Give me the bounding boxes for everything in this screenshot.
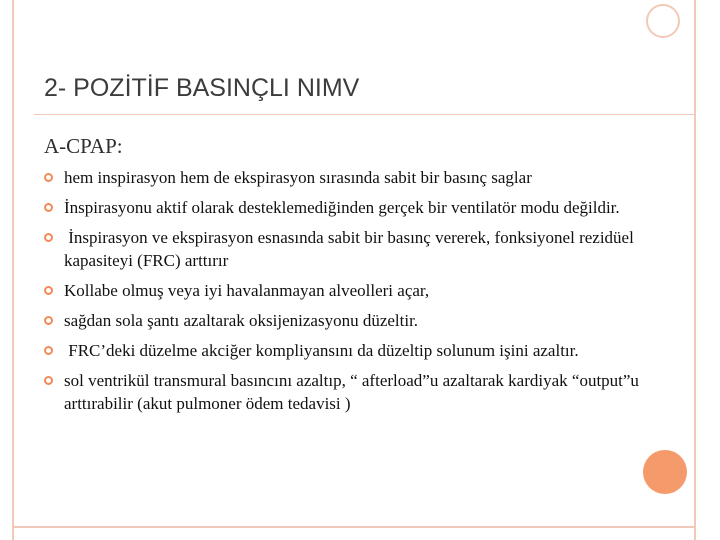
bullet-item [44,369,644,415]
bullet-circle-icon [44,286,53,295]
title-divider [34,114,694,115]
bullet-circle-icon [44,173,53,182]
bullet-item [44,226,644,272]
bullet-circle-icon [44,316,53,325]
bullet-text: sol ventrikül transmural basıncını azaltıp, “ afterload”u azaltarak kardiyak “output”u arttırabilir (akut pulmoner ödem tedavisi ) [64,371,644,413]
bullet-text: Kollabe olmuş veya iyi havalanmayan alveolleri açar, [64,281,430,300]
bullet-text: sağdan sola şantı azaltarak oksijenizasyonu düzeltir. [64,311,419,330]
bullet-circle-icon [44,203,53,212]
slide-title: 2- POZİTİF BASINÇLI NIMV [44,74,360,102]
decorative-circle-outline [646,4,680,38]
bullet-text: İnspirasyon ve ekspirasyon esnasında sabit bir basınç vererek, fonksiyonel rezidüel kapasiteyi (FRC) arttırır [64,228,639,270]
bullet-text: hem inspirasyon hem de ekspirasyon sırasında sabit bir basınç saglar [64,168,532,187]
bullet-item [44,279,644,302]
bullet-circle-icon [44,233,53,242]
bullet-item [44,196,644,219]
decorative-circle-filled [643,450,687,494]
slide-subtitle: A-CPAP: [44,134,123,158]
bullet-circle-icon [44,346,53,355]
slide-frame-bottom [12,526,696,528]
bullet-text: İnspirasyonu aktif olarak desteklemediğinden gerçek bir ventilatör modu değildir. [64,198,620,217]
bullet-item [44,339,644,362]
bullet-item [44,309,644,332]
bullet-text: FRC’deki düzelme akciğer kompliyansını da düzeltip solunum işini azaltır. [64,341,579,360]
bullet-circle-icon [44,376,53,385]
slide-frame-right [694,0,696,540]
bullet-item [44,166,644,189]
bullet-list [44,166,644,422]
slide-frame-left [12,0,14,540]
